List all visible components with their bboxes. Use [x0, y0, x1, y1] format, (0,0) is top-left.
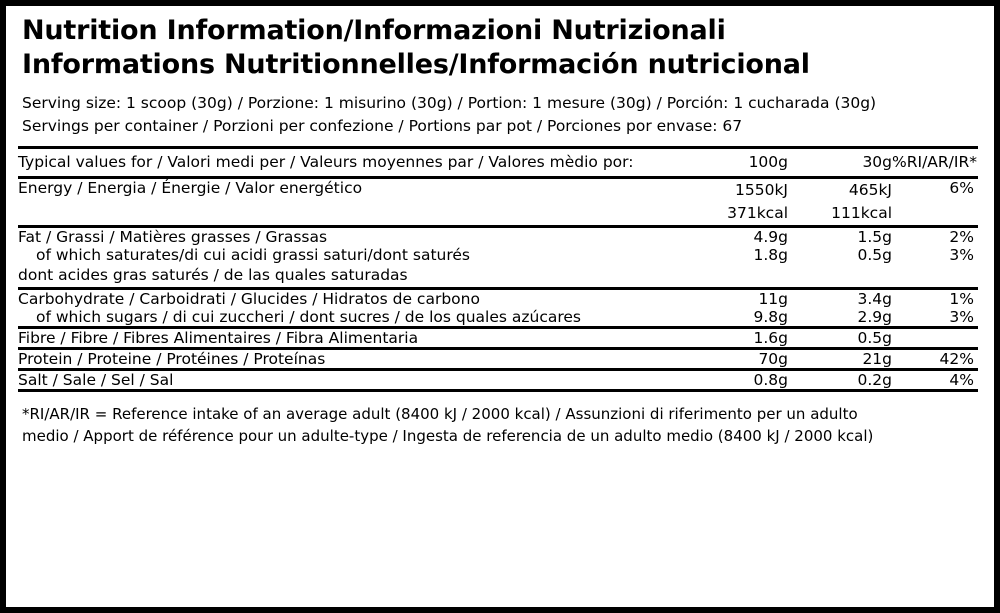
table-header-row [18, 148, 978, 178]
serving-size-line: Serving size: 1 scoop (30g) / Porzione: 1 misurino (30g) / Portion: 1 mesure (30g) / Porción: 1 cucharada (30g) [22, 94, 877, 112]
row-value-protein-ri: 42% [892, 349, 978, 370]
row-value-fibre-30g: 0.5g [788, 328, 892, 349]
row-label-energy: Energy / Energia / Énergie / Valor energético [18, 178, 684, 227]
row-label-salt: Salt / Sale / Sel / Sal [18, 370, 684, 391]
table-row [18, 328, 978, 349]
row-value-carbohydrate-30g: 3.4g [788, 289, 892, 309]
row-label-fibre: Fibre / Fibre / Fibres Alimentaires / Fibra Alimentaria [18, 328, 684, 349]
table-bottom-rule [18, 391, 978, 396]
row-value-energy-ri: 6% [892, 178, 978, 227]
table-row [18, 178, 978, 227]
serving-info [18, 92, 982, 138]
row-value-energy-30g-kcal: 111kcal [831, 204, 892, 222]
row-value-energy-30g-kj: 465kJ [848, 181, 892, 199]
row-value-carbohydrate-ri: 1% [892, 289, 978, 309]
footnote-line-1: *RI/AR/IR = Reference intake of an average adult (8400 kJ / 2000 kcal) / Assunzioni di riferimento per un adulto [22, 405, 858, 423]
row-label-fat: Fat / Grassi / Matières grasses / Grassas [18, 227, 684, 247]
table-row [18, 264, 978, 289]
row-value-sugars-100g: 9.8g [753, 308, 788, 326]
row-value-carbohydrate-100g: 11g [684, 289, 788, 309]
page-title [18, 14, 982, 82]
row-value-fibre-100g: 1.6g [684, 328, 788, 349]
nutrition-table [18, 146, 978, 395]
table-row [18, 308, 978, 328]
page-title-line-2: Informations Nutritionnelles/Información nutricional [22, 49, 810, 80]
row-value-salt-ri: 4% [892, 370, 978, 391]
table-row [18, 289, 978, 309]
row-value-saturates-100g: 1.8g [753, 246, 788, 264]
row-value-protein-100g: 70g [684, 349, 788, 370]
row-label-saturates-line-1: of which saturates/di cui acidi grassi saturi/dont saturés [36, 246, 470, 264]
row-label-saturates-line-2: dont acides gras saturés / de las quales saturadas [18, 266, 408, 284]
table-header-30g: 30g [788, 148, 892, 178]
row-value-salt-100g: 0.8g [684, 370, 788, 391]
row-value-salt-30g: 0.2g [788, 370, 892, 391]
row-label-carbohydrate: Carbohydrate / Carboidrati / Glucides / Hidratos de carbono [18, 289, 684, 309]
table-row [18, 370, 978, 391]
row-label-sugars: of which sugars / di cui zuccheri / dont sucres / de los quales azúcares [36, 308, 581, 326]
row-value-energy-100g-kj: 1550kJ [735, 181, 788, 199]
row-value-energy-30g [788, 178, 892, 227]
row-value-energy-100g-kcal: 371kcal [727, 204, 788, 222]
row-value-sugars-ri: 3% [949, 308, 974, 326]
row-value-sugars-30g: 2.9g [857, 308, 892, 326]
panel-content [18, 14, 982, 599]
row-value-saturates-30g: 0.5g [857, 246, 892, 264]
footnote-line-2: medio / Apport de référence pour un adulte-type / Ingesta de referencia de un adulto medio (8400 kJ / 2000 kcal) [22, 427, 874, 445]
row-value-fat-ri: 2% [892, 227, 978, 247]
table-header-ri: %RI/AR/IR* [892, 148, 978, 178]
row-value-protein-30g: 21g [788, 349, 892, 370]
servings-per-container-line: Servings per container / Porzioni per confezione / Portions par pot / Porciones por envase: 67 [22, 117, 743, 135]
row-value-fat-30g: 1.5g [788, 227, 892, 247]
row-value-fibre-ri [892, 328, 978, 349]
table-row [18, 246, 978, 264]
row-label-protein: Protein / Proteine / Protéines / Proteínas [18, 349, 684, 370]
page-title-line-1: Nutrition Information/Informazioni Nutrizionali [22, 15, 726, 46]
table-row [18, 349, 978, 370]
table-header-100g: 100g [684, 148, 788, 178]
row-value-fat-100g: 4.9g [684, 227, 788, 247]
table-header-label: Typical values for / Valori medi per / Valeurs moyennes par / Valores mèdio por: [18, 148, 684, 178]
table-row [18, 227, 978, 247]
footnote [18, 403, 982, 447]
row-value-energy-100g [684, 178, 788, 227]
row-value-saturates-ri: 3% [949, 246, 974, 264]
row-label-saturates [18, 246, 684, 264]
